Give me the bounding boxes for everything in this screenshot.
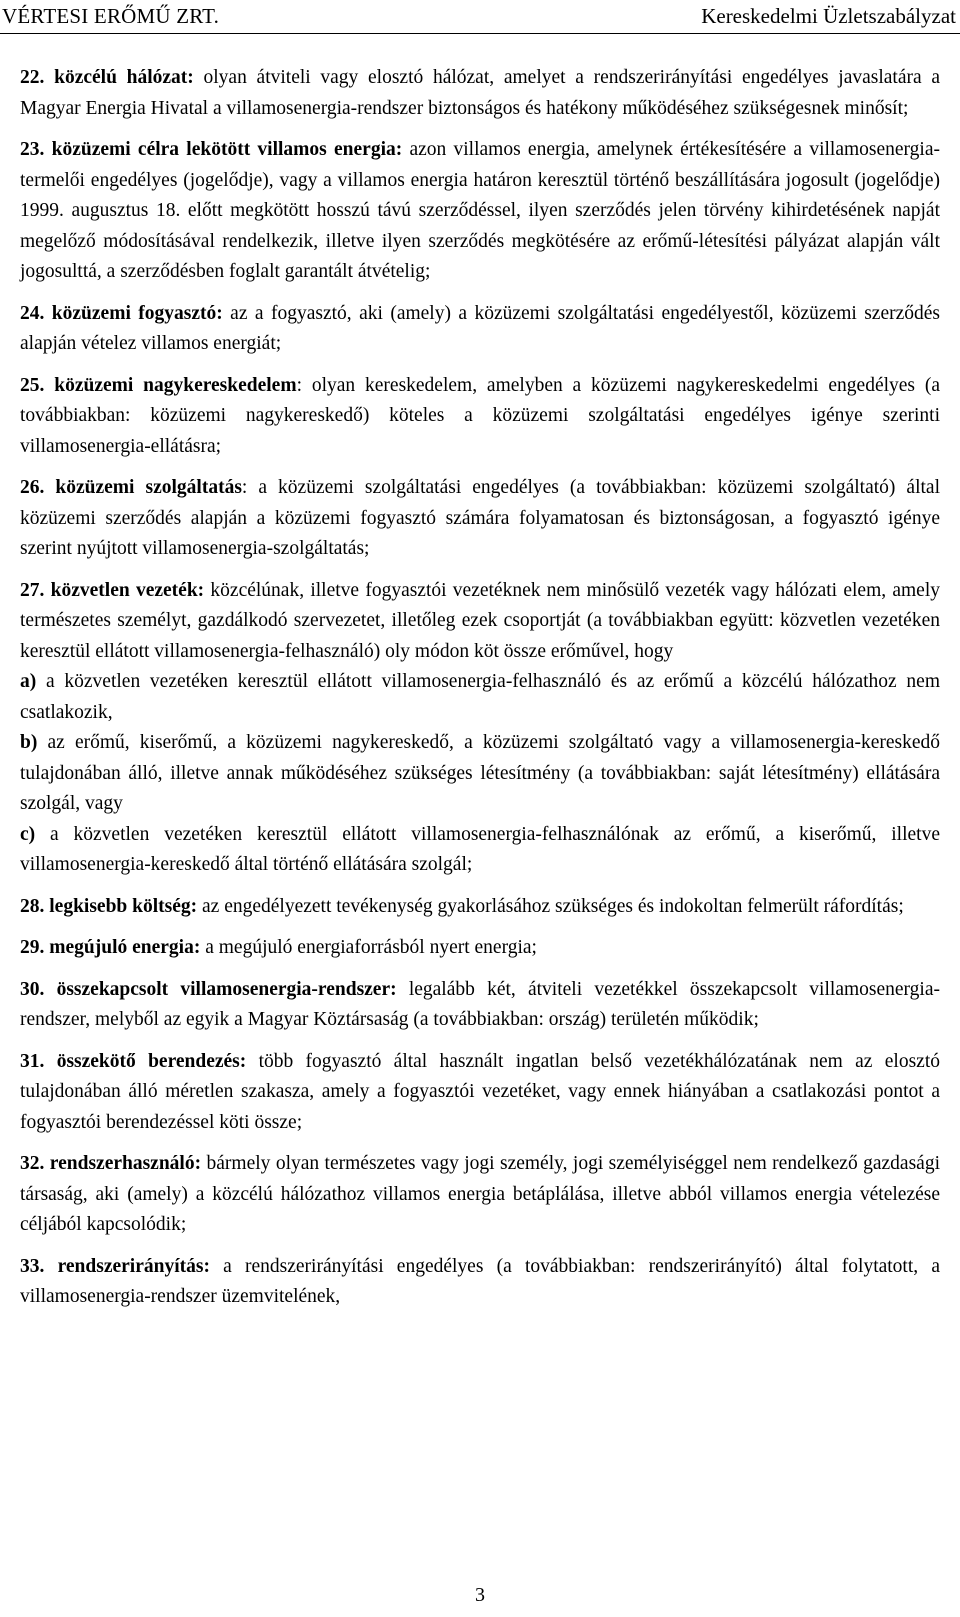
definition-term: rendszerirányítás: — [57, 1255, 210, 1277]
definition-term: rendszerhasználó: — [49, 1153, 202, 1174]
definition-term: közcélú hálózat: — [54, 67, 194, 88]
definition-number: 25. — [20, 374, 45, 396]
definition-31 — [20, 1047, 940, 1139]
definition-text: azon villamos energia, amelynek értékesítésére a villamosenergia-termelői engedélyes (jogelődje), vagy a villamos energia határon keresztül történő beszállítására jogosult (jogelődje) 1999. augusztus 18. előtt megkötött hosszú távú szerződéssel, ilyen szerződés jelen törvény kihirdetésének napját megelőző módosításával rendelkezik, illetve ilyen szerződés megkötésére az erőmű-létesítési pályázat alapján vált jogosulttá, a szerződésben foglalt garantált átvételig; — [20, 139, 941, 282]
definition-number: 22. — [20, 67, 45, 88]
definition-term: legkisebb költség: — [49, 895, 198, 917]
definition-term: közüzemi célra lekötött villamos energia: — [51, 139, 403, 160]
definition-text: több fogyasztó által használt ingatlan belső vezetékhálózatának nem az elosztó tulajdonában álló méretlen szakasza, amely a fogyasztói vezetéket, vagy ennek hiányában a csatlakozási pontot a fogyasztói berendezéssel köti össze; — [20, 1050, 940, 1133]
header-company-name: VÉRTESI ERŐMŰ ZRT. — [2, 4, 220, 28]
item-text: az erőmű, kiserőmű, a közüzemi nagykereskedő, a közüzemi szolgáltató vagy a villamosenergia-kereskedő tulajdonában álló, illetve annak működéséhez szükséges létesítmény (a továbbiakban: saját létesítmény) ellátására szolgál, vagy — [20, 732, 940, 814]
definition-text: olyan átviteli vagy elosztó hálózat, amelyet a rendszerirányítási engedélyes javaslatára a Magyar Energia Hivatal a villamosenergia-rendszer biztonságos és hatékony működéséhez szükségesnek minősít; — [20, 67, 941, 119]
definition-25 — [20, 371, 940, 463]
definition-term: közüzemi szolgáltatás — [55, 477, 242, 498]
definition-number: 23. — [20, 139, 45, 160]
definition-27-item-a — [20, 667, 940, 728]
definition-number: 31. — [20, 1050, 45, 1072]
definition-33 — [20, 1252, 940, 1313]
definition-number: 33. — [20, 1255, 45, 1277]
definition-27 — [20, 576, 940, 668]
definition-text: a megújuló energiaforrásból nyert energia; — [200, 937, 537, 958]
definition-number: 26. — [20, 477, 45, 498]
definition-24 — [20, 299, 940, 360]
definition-term: összekapcsolt villamosenergia-rendszer: — [56, 978, 397, 1000]
item-letter: c) — [20, 823, 36, 845]
header-rule — [0, 33, 960, 34]
definition-term: közüzemi fogyasztó: — [51, 302, 223, 324]
definition-text: legalább két, átviteli vezetékkel összekapcsolt villamosenergia-rendszer, melyből az egyik a Magyar Köztársaság (a továbbiakban: ország) területén működik; — [20, 978, 940, 1030]
definition-23 — [20, 135, 940, 288]
definition-28 — [20, 892, 940, 923]
definition-number: 27. — [20, 579, 45, 601]
definition-text: közcélúnak, illetve fogyasztói vezetéknek nem minősülő vezeték vagy hálózati elem, amely természetes személyt, gazdálkodó szervezetet, illetőleg ezek csoportját (a továbbiakban együtt: közvetlen vezetéken keresztül ellátott villamosenergia-felhasználó) oly módon köt össze erőművel, hogy — [20, 579, 941, 662]
page-header — [0, 0, 960, 36]
definition-term: megújuló energia: — [49, 937, 201, 958]
definition-number: 30. — [20, 978, 45, 1000]
definition-number: 29. — [20, 937, 45, 958]
item-text: a közvetlen vezetéken keresztül ellátott villamosenergia-felhasználónak az erőmű, a kiserőmű, illetve villamosenergia-kereskedő által történő ellátására szolgál; — [20, 823, 940, 875]
definition-text: : a közüzemi szolgáltatási engedélyes (a továbbiakban: közüzemi szolgáltató) által közüzemi szerződés alapján a közüzemi fogyasztó számára folyamatosan és biztonságosan, a fogyasztó igénye szerint nyújtott villamosenergia-szolgáltatás; — [20, 477, 940, 559]
definition-29 — [20, 933, 940, 964]
page-number: 3 — [475, 1584, 485, 1606]
definitions-list — [20, 63, 940, 1324]
definition-text: az a fogyasztó, aki (amely) a közüzemi szolgáltatási engedélyestől, közüzemi szerződés alapján vételez villamos energiát; — [20, 302, 940, 354]
item-letter: a) — [20, 671, 37, 692]
definition-term: közüzemi nagykereskedelem — [54, 374, 297, 396]
definition-32 — [20, 1149, 940, 1241]
definition-number: 24. — [20, 302, 45, 324]
definition-22 — [20, 63, 940, 124]
definition-26 — [20, 473, 940, 565]
definition-term: közvetlen vezeték: — [50, 579, 205, 601]
item-letter: b) — [20, 732, 38, 753]
definition-number: 32. — [20, 1153, 45, 1174]
definition-30 — [20, 975, 940, 1036]
header-document-title: Kereskedelmi Üzletszabályzat — [701, 4, 956, 28]
definition-text: bármely olyan természetes vagy jogi személy, jogi személyiséggel nem rendelkező gazdasági társaság, aki (amely) a közcélú hálózathoz villamos energia betáplálása, illetve abból villamos energia vételezése céljából kapcsolódik; — [20, 1153, 941, 1235]
definition-27-item-b — [20, 728, 940, 820]
definition-text: a rendszerirányítási engedélyes (a továbbiakban: rendszerirányító) által folytatott, a villamosenergia-rendszer üzemvitelének, — [20, 1255, 940, 1307]
definition-number: 28. — [20, 895, 45, 917]
definition-text: : olyan kereskedelem, amelyben a közüzemi nagykereskedelmi engedélyes (a továbbiakban: közüzemi nagykereskedő) köteles a közüzemi szolgáltatási engedélyes igénye szerinti villamosenergia-ellátásra; — [20, 374, 941, 457]
definition-27-item-c — [20, 820, 940, 881]
definition-term: összekötő berendezés: — [56, 1050, 247, 1072]
item-text: a közvetlen vezetéken keresztül ellátott villamosenergia-felhasználó és az erőmű a közcélú hálózathoz nem csatlakozik, — [20, 671, 940, 723]
definition-text: az engedélyezett tevékenység gyakorlásához szükséges és indokoltan felmerült ráfordítás; — [197, 895, 904, 917]
